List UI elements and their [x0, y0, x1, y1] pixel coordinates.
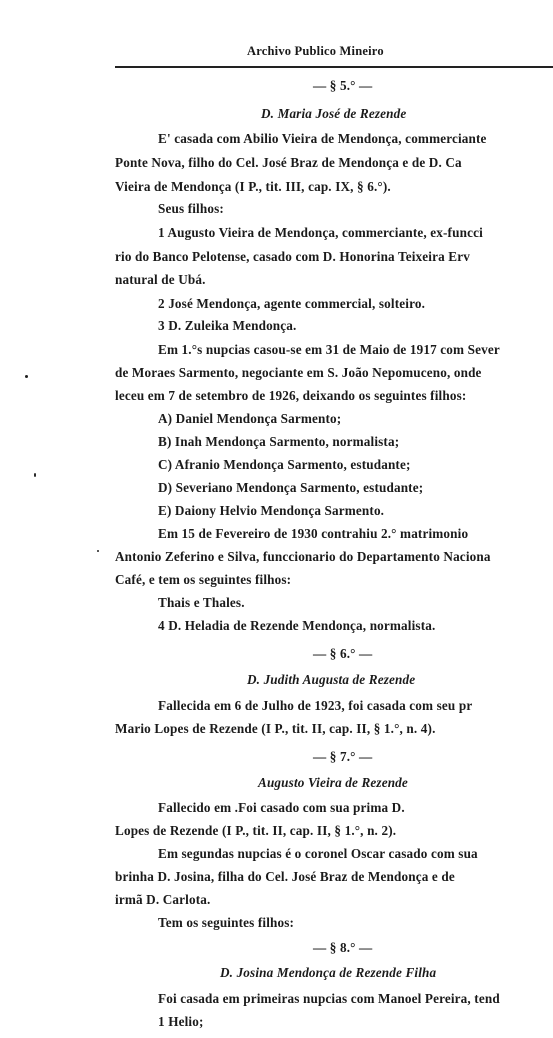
text-line: E) Daiony Helvio Mendonça Sarmento. — [158, 503, 385, 518]
person-heading: Augusto Vieira de Rezende — [258, 775, 408, 790]
running-header: Archivo Publico Mineiro — [247, 44, 384, 58]
text-line: Thais e Thales. — [158, 595, 245, 610]
text-line: irmã D. Carlota. — [115, 892, 211, 907]
text-line: 2 José Mendonça, agente commercial, solteiro. — [158, 296, 426, 311]
text-line: rio do Banco Pelotense, casado com D. Honorina Teixeira Erv — [115, 249, 471, 264]
text-line: A) Daniel Mendonça Sarmento; — [158, 411, 342, 426]
text-line: Fallecido em .Foi casado com sua prima D. — [158, 800, 405, 815]
text-line: Tem os seguintes filhos: — [158, 915, 295, 930]
text-line: Em 1.°s nupcias casou-se em 31 de Maio de 1917 com Sever — [158, 342, 500, 357]
section-heading: — § 7.° — — [313, 749, 373, 764]
text-line: Em segundas nupcias é o coronel Oscar casado com sua — [158, 846, 478, 861]
text-line: brinha D. Josina, filha do Cel. José Braz de Mendonça e de — [115, 869, 455, 884]
text-line: 1 Helio; — [158, 1014, 204, 1029]
section-heading: — § 8.° — — [313, 940, 373, 955]
text-line: 3 D. Zuleika Mendonça. — [158, 318, 297, 333]
text-line: B) Inah Mendonça Sarmento, normalista; — [158, 434, 400, 449]
text-line: leceu em 7 de setembro de 1926, deixando os seguintes filhos: — [115, 388, 467, 403]
text-line: Café, e tem os seguintes filhos: — [115, 572, 292, 587]
text-line: Ponte Nova, filho do Cel. José Braz de Mendonça e de D. Ca — [115, 155, 462, 170]
header-rule — [115, 66, 553, 68]
text-line: Mario Lopes de Rezende (I P., tit. II, cap. II, § 1.°, n. 4). — [115, 721, 436, 736]
text-line: C) Afranio Mendonça Sarmento, estudante; — [158, 457, 411, 472]
text-line: natural de Ubá. — [115, 272, 206, 287]
margin-speck — [34, 473, 36, 477]
text-line: Em 15 de Fevereiro de 1930 contrahiu 2.° matrimonio — [158, 526, 469, 541]
text-line: Seus filhos: — [158, 201, 224, 216]
margin-speck — [25, 375, 28, 378]
person-heading: D. Judith Augusta de Rezende — [247, 672, 416, 687]
text-line: Vieira de Mendonça (I P., tit. III, cap. IX, § 6.°). — [115, 179, 391, 194]
text-line: E' casada com Abilio Vieira de Mendonça, commerciante — [158, 131, 487, 146]
text-line: Fallecida em 6 de Julho de 1923, foi casada com seu pr — [158, 698, 473, 713]
person-heading: D. Josina Mendonça de Rezende Filha — [220, 965, 437, 980]
text-line: de Moraes Sarmento, negociante em S. João Nepomuceno, onde — [115, 365, 482, 380]
text-line: D) Severiano Mendonça Sarmento, estudante; — [158, 480, 424, 495]
person-heading: D. Maria José de Rezende — [261, 106, 407, 121]
section-heading: — § 6.° — — [313, 646, 373, 661]
margin-speck — [97, 550, 99, 552]
section-heading: — § 5.° — — [313, 78, 373, 93]
text-line: 1 Augusto Vieira de Mendonça, commerciante, ex-funcci — [158, 225, 483, 240]
text-line: Foi casada em primeiras nupcias com Manoel Pereira, tend — [158, 991, 500, 1006]
text-line: Lopes de Rezende (I P., tit. II, cap. II, § 1.°, n. 2). — [115, 823, 397, 838]
text-line: Antonio Zeferino e Silva, funccionario do Departamento Naciona — [115, 549, 491, 564]
text-line: 4 D. Heladia de Rezende Mendonça, normalista. — [158, 618, 436, 633]
